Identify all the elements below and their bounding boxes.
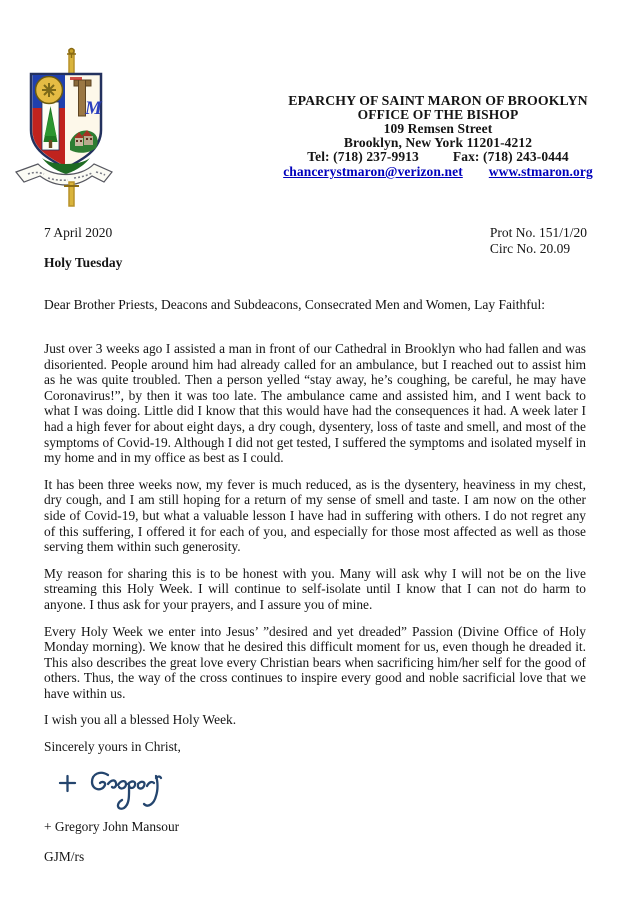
letter-body	[44, 341, 586, 865]
reference-initials: GJM/rs	[44, 849, 85, 865]
contact-links-line	[255, 165, 621, 179]
signature-printed-name: + Gregory John Mansour	[44, 818, 180, 834]
office-name: OFFICE OF THE BISHOP	[357, 107, 519, 122]
paragraph-3: My reason for sharing this is to be honest with you. Many will ask why I will not be on the live streaming this Holy Week. I will continue to self-isolate until I know that I can not do harm to anyone. I thus ask for your prayers, and I assure you of mine.	[44, 565, 586, 612]
holy-week-wish: I wish you all a blessed Holy Week.	[44, 712, 237, 728]
tel-fax-line	[255, 150, 621, 164]
meta-row	[44, 225, 587, 256]
eparchy-coat-of-arms-icon	[12, 46, 116, 210]
closing-line: Sincerely yours in Christ,	[44, 739, 181, 755]
protocol-block	[490, 225, 587, 256]
letter-date: 7 April 2020	[44, 225, 113, 240]
street-address: 109 Remsen Street	[383, 121, 493, 136]
handwritten-plus-gregory-icon	[52, 766, 182, 818]
liturgical-day: Holy Tuesday	[44, 255, 123, 270]
fax-number: Fax: (718) 243-0444	[452, 149, 569, 164]
org-name: EPARCHY OF SAINT MARON OF BROOKLYN	[288, 93, 588, 108]
signature-area	[52, 766, 586, 818]
prot-number: Prot No. 151/1/20	[489, 225, 587, 240]
letterhead	[255, 94, 621, 179]
paragraph-1: Just over 3 weeks ago I assisted a man in front of our Cathedral in Brooklyn who had fallen and was disoriented. People around him had already called for an ambulance, but I reached out to assist him as he was quite troubled. Then a person yelled “stay away, he’s coughing, be careful, he may have Coronavirus!”, by then it was too late. The ambulance came and assisted him, and I went back to what I was doing. Little did I know that this would have had the consequences it had. A week later I had a high fever for about eight days, a dry cough, dysentery, loss of taste and smell, and most of the symptoms of Covid-19. Although I did not get tested, I suffered the symptoms and isolated myself in my home and in my office as best as I could.	[44, 341, 586, 466]
paragraph-4: Every Holy Week we enter into Jesus’ ”desired and yet dreaded” Passion (Divine Office of Holy Monday morning). We know that he desired this difficult moment for us, even though he dreaded it. This also describes the great love every Christian bears when sacrificing him/her self for the good of others. Thus, the way of the cross continues to inspire every good and noble sacrificial love that we have within us.	[44, 623, 586, 701]
city-address: Brooklyn, New York 11201-4212	[343, 135, 533, 150]
paragraph-2: It has been three weeks now, my fever is much reduced, as is the dysentery, heaviness in my chest, dry cough, and I am still hoping for a return of my sense of smell and taste. I am now on the other side of Covid-19, but what a valuable lesson I have had in suffering with others. I do not regret any of this suffering, I offered it for each of you, and especially for those most affected as well as those serving them within such generosity.	[44, 476, 586, 555]
svg-text:M: M	[85, 98, 102, 119]
circ-number: Circ No. 20.09	[489, 240, 571, 256]
salutation: Dear Brother Priests, Deacons and Subdeacons, Consecrated Men and Women, Lay Faithful:	[44, 297, 546, 312]
tel-number: Tel: (718) 237-9913	[307, 149, 419, 164]
email-link[interactable]: chancerystmaron@verizon.net	[283, 164, 463, 179]
website-link[interactable]: www.stmaron.org	[488, 164, 593, 179]
